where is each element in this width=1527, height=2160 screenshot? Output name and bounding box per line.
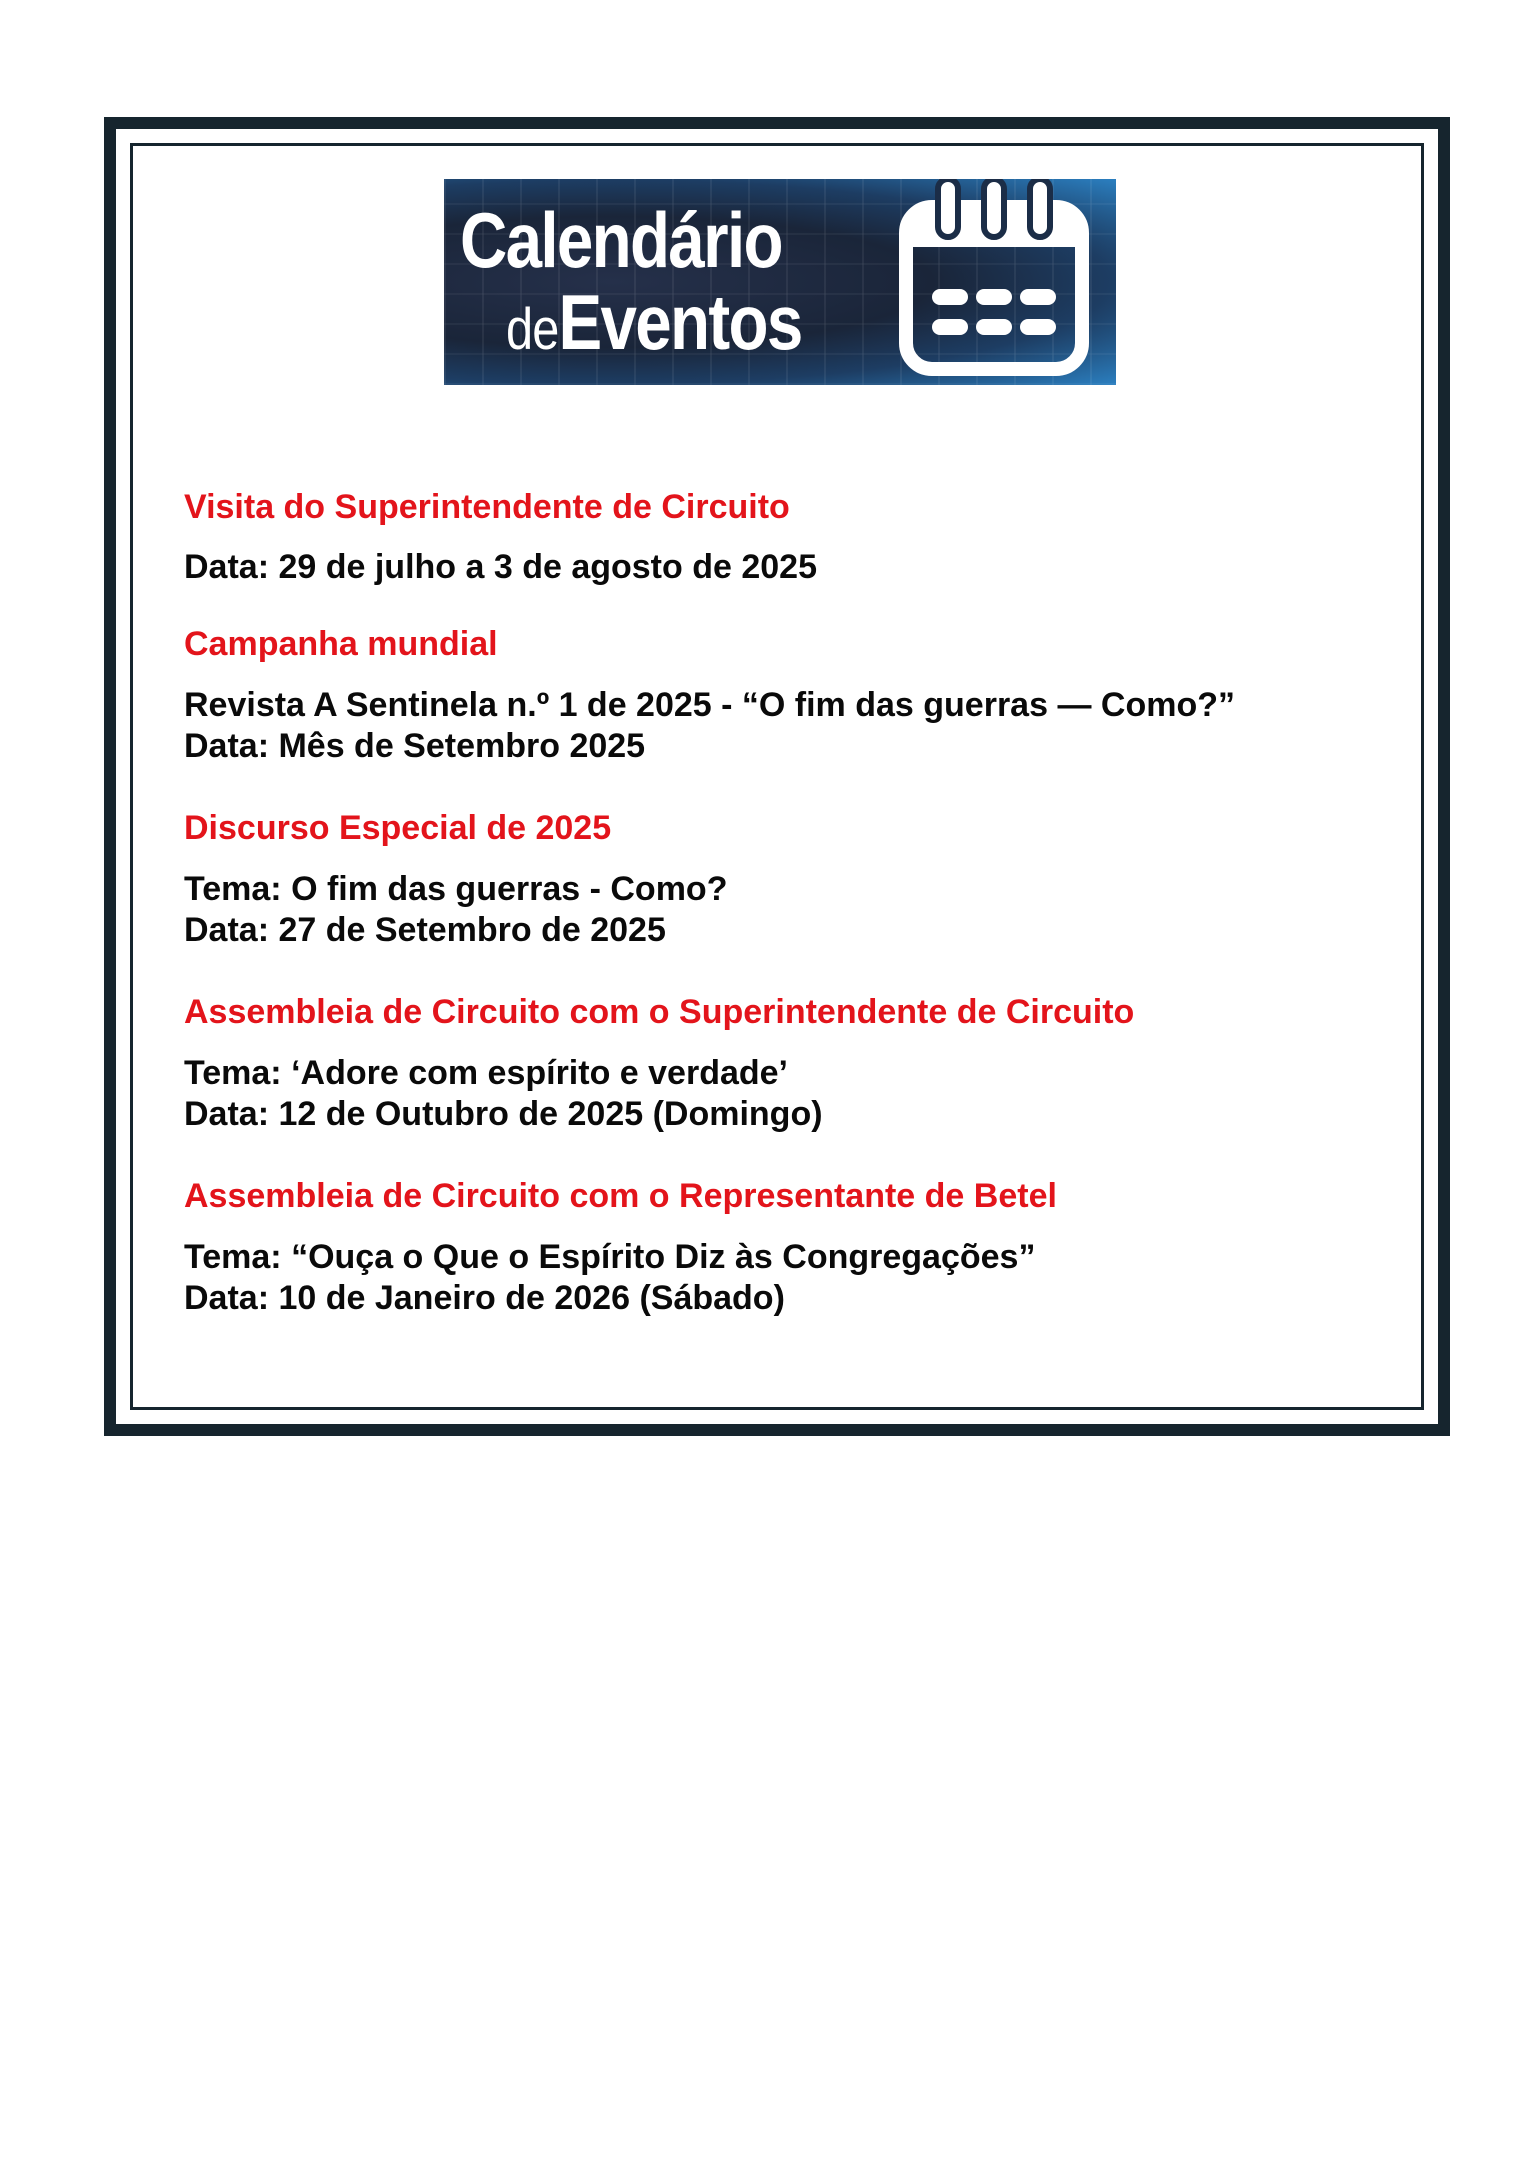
calendar-banner xyxy=(444,179,1116,385)
event-line: Data: 10 de Janeiro de 2026 (Sábado) xyxy=(184,1279,785,1317)
banner-title-eventos: Eventos xyxy=(558,278,802,366)
event-line: Tema: O fim das guerras - Como? xyxy=(184,870,728,908)
banner-title-line1: Calendário xyxy=(460,196,782,284)
event-title-discurso: Discurso Especial de 2025 xyxy=(184,809,612,847)
event-title-campanha: Campanha mundial xyxy=(184,625,498,663)
banner-title-de: de xyxy=(506,297,559,362)
event-line: Tema: ‘Adore com espírito e verdade’ xyxy=(184,1054,788,1092)
event-line: Tema: “Ouça o Que o Espírito Diz às Congregações” xyxy=(184,1238,1036,1276)
event-title-visita: Visita do Superintendente de Circuito xyxy=(184,488,790,526)
event-line: Revista A Sentinela n.º 1 de 2025 - “O fim das guerras — Como?” xyxy=(184,686,1235,724)
event-line: Data: 12 de Outubro de 2025 (Domingo) xyxy=(184,1095,823,1133)
banner-title-line2 xyxy=(506,278,802,366)
event-title-assembleia-superintendente: Assembleia de Circuito com o Superintendente de Circuito xyxy=(184,993,1135,1031)
event-title-assembleia-betel: Assembleia de Circuito com o Representante de Betel xyxy=(184,1177,1057,1215)
event-line: Data: 29 de julho a 3 de agosto de 2025 xyxy=(184,548,817,586)
event-line: Data: Mês de Setembro 2025 xyxy=(184,727,646,765)
event-line: Data: 27 de Setembro de 2025 xyxy=(184,911,666,949)
calendar-icon xyxy=(880,179,1100,385)
